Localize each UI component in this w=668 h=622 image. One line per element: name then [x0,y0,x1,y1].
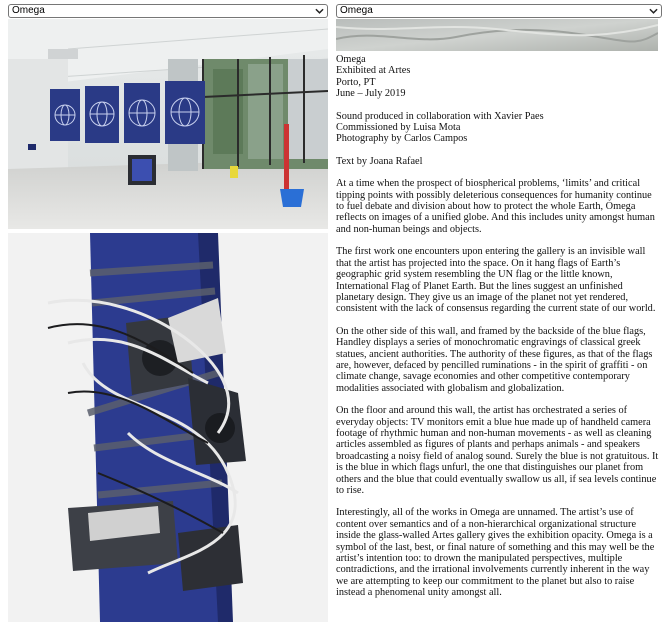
credit-commission: Commissioned by Luisa Mota [336,122,461,134]
text-author: Text by Joana Rafael [336,155,423,167]
installation-photo [8,233,328,622]
chevron-down-icon [649,7,658,15]
exhibition-text [336,54,660,610]
left-column [8,4,328,18]
gallery-photo [8,19,328,229]
paragraph: On the floor and around this wall, the artist has orchestrated a series of everyday objects: TV monitors emit a blue hue made up of handheld camera footage of rhythmic human and non-human movements - as well as cleaning articles assembled as figures of plants and perhaps animals - and speakers broadcasting a noisy field of analog sound. Surely the blue is not gratuitous. It is the blue in which flags unfurl, the one that distinguishes our planet from others and the blue that could eventually swallow us all, if sea levels continue to rise. [336,405,659,496]
paragraph: At a time when the prospect of biospherical problems, ‘limits’ and critical tipping points with possibly deleterious consequences for humanity continue to fuel debate and division about how to protect the whole Earth, Omega reflects on images of a unified globe. And this includes unity amongst human and non-human beings and objects. [336,178,655,235]
left-select-value: Omega [12,5,45,16]
right-column [336,4,662,18]
exhibition-info [336,54,660,100]
installation-photo-illustration [8,233,328,622]
exhibition-title: Omega [336,54,366,65]
left-gallery-select[interactable] [8,4,328,18]
paragraph: The first work one encounters upon entering the gallery is an invisible wall that the artist has projected into the space. On it hang flags of Earth’s geographic grid system resembling the UN flag or the little known, International Flag of Planet Earth. But the lines suggest an unfinished planetary design. They give us an image of the planet not yet rendered, consistent with the lack of consensus regarding the current state of our world. [336,246,656,315]
paragraph: Interestingly, all of the works in Omega are unnamed. The artist’s use of content over semantics and of a non-hierarchical organizational structure inside the glass-walled Artes gallery gives the exhibition opacity. Omega is a symbol of the last, best, or final nature of something and this may well be the artist’s intention too: to drown the manipulated perspectives, multiple contradictions, and the irrational involvements currently inherent in the way we are attempting to keep our commitment to the planet but also to raise instead a phenomenal unity amongst all. [336,507,655,599]
paragraph: On the other side of this wall, and framed by the backside of the blue flags, Handley displays a series of monochromatic engravings of classical greek statues, ancient authorities. The authority of these figures, as that of the flags are, however, defaced by pencilled ruminations - in the spirit of graffiti - on climate change, savage economies and other competitive contemporary modalities associated with globalism and globalization. [336,325,653,394]
credit-photography: Photography by Carlos Campos [336,133,468,145]
exhibition-location: Porto, PT [336,76,376,88]
right-select-value: Omega [340,5,373,16]
chevron-down-icon [315,7,324,15]
credit-sound: Sound produced in collaboration with Xavier Paes [336,110,544,122]
exhibition-credits [336,111,660,145]
gallery-photo-illustration [8,19,328,229]
right-gallery-select[interactable] [336,4,662,18]
detail-photo-illustration [336,19,658,51]
detail-photo [336,19,658,51]
exhibition-venue: Exhibited at Artes [336,65,411,77]
exhibition-dates: June – July 2019 [336,88,406,100]
